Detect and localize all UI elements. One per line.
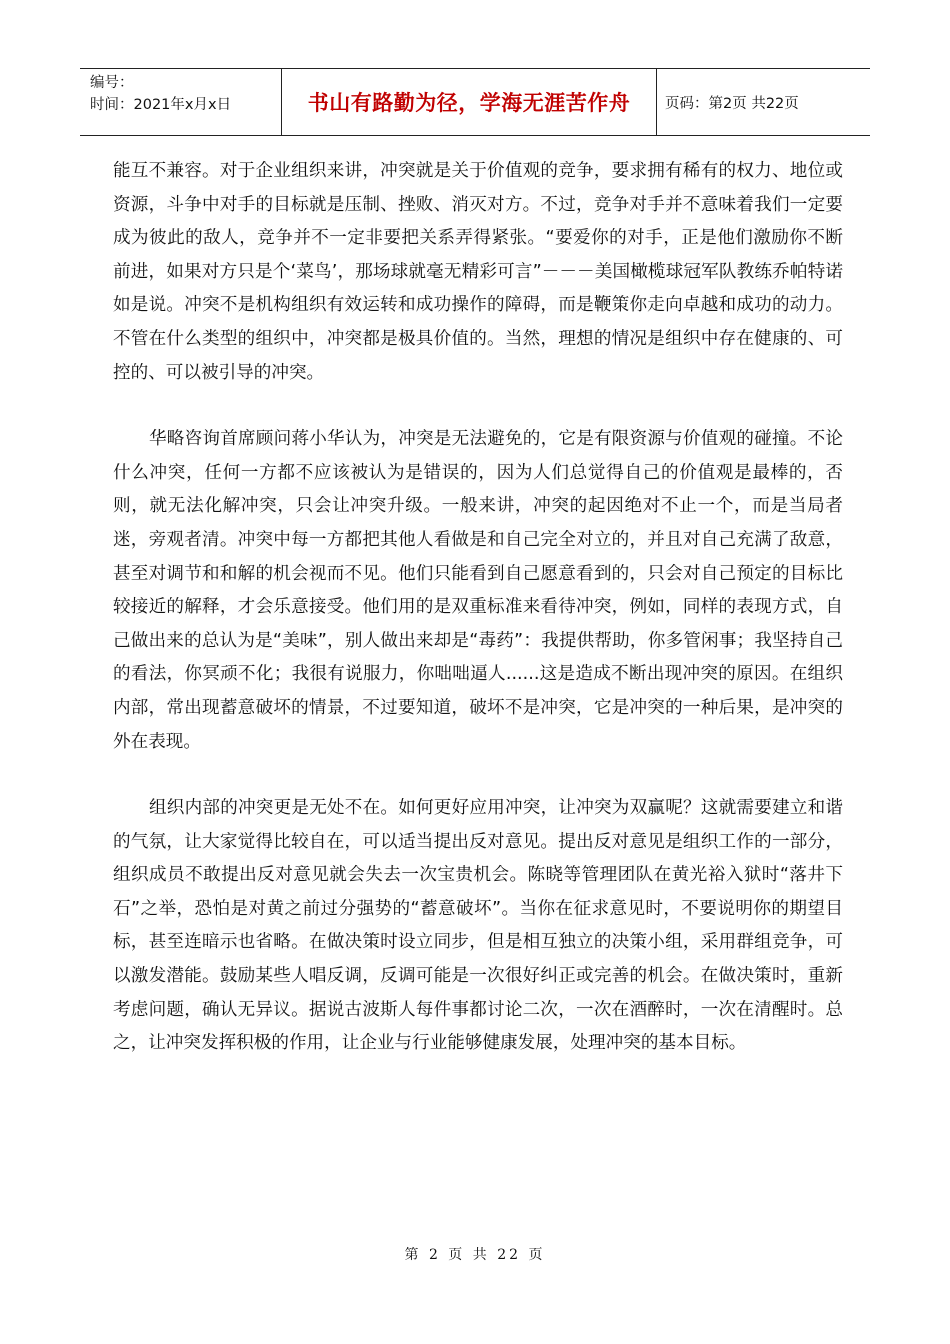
paragraph-1: 能互不兼容。对于企业组织来讲，冲突就是关于价值观的竞争，要求拥有稀有的权力、地位或资源，斗争中对手的目标就是压制、挫败、消灭对方。不过，竞争对手并不意味着我们一定要成为彼此的敌人，竞争并不一定非要把关系弄得紧张。“要爱你的对手，正是他们激励你不断前进，如果对方只是个‘菜鸟’，那场球就毫无精彩可言”－－－美国橄榄球冠军队教练乔帕特诺如是说。冲突不是机构组织有效运转和成功操作的障碍，而是鞭策你走向卓越和成功的动力。不管在什么类型的组织中，冲突都是极具价值的。当然，理想的情况是组织中存在健康的、可控的、可以被引导的冲突。 — [113, 161, 843, 383]
paragraph-3: 组织内部的冲突更是无处不在。如何更好应用冲突，让冲突为双赢呢？这就需要建立和谐的气氛，让大家觉得比较自在，可以适当提出反对意见。提出反对意见是组织工作的一部分，组织成员不敢提出反对意见就会失去一次宝贵机会。陈晓等管理团队在黄光裕入狱时“落井下石”之举，恐怕是对黄之前过分强势的“蓄意破坏”。当你在征求意见时，不要说明你的期望目标，甚至连暗示也省略。在做决策时设立同步，但是相互独立的决策小组，采用群组竞争，可以激发潜能。鼓励某些人唱反调，反调可能是一次很好纠正或完善的机会。在做决策时，重新考虑问题，确认无异议。据说古波斯人每件事都讨论二次，一次在酒醉时，一次在清醒时。总之，让冲突发挥积极的作用，让企业与行业能够健康发展，处理冲突的基本目标。 — [113, 798, 843, 1054]
document-body — [113, 155, 843, 1061]
paragraph-2: 华略咨询首席顾问蒋小华认为，冲突是无法避免的，它是有限资源与价值观的碰撞。不论什么冲突，任何一方都不应该被认为是错误的，因为人们总觉得自己的价值观是最棒的，否则，就无法化解冲突，只会让冲突升级。一般来讲，冲突的起因绝对不止一个，而是当局者迷，旁观者清。冲突中每一方都把其他人看做是和自己完全对立的，并且对自己充满了敌意，甚至对调节和和解的机会视而不见。他们只能看到自己愿意看到的，只会对自己预定的目标比较接近的解释，才会乐意接受。他们用的是双重标准来看待冲突，例如，同样的表现方式，自己做出来的总认为是“美味”，别人做出来却是“毒药”：我提供帮助，你多管闲事；我坚持自己的看法，你冥顽不化；我很有说服力，你咄咄逼人......这是造成不断出现冲突的原因。在组织内部，常出现蓄意破坏的情景，不过要知道，破坏不是冲突，它是冲突的一种后果，是冲突的外在表现。 — [113, 429, 843, 752]
motto-text: 书山有路勤为径，学海无涯苦作舟 — [307, 91, 631, 115]
serial-number-label: 编号： — [90, 75, 134, 91]
page-footer — [0, 1244, 950, 1264]
header-meta-cell — [80, 69, 282, 135]
footer-page-number: 第 2 页 共 22 页 — [404, 1247, 546, 1263]
date-line: 时间：2021年x月x日 — [90, 97, 232, 113]
page-info: 页码：第2页 共22页 — [665, 95, 799, 112]
document-header — [80, 68, 870, 136]
header-page-cell — [657, 69, 870, 135]
header-motto-cell — [282, 69, 657, 135]
